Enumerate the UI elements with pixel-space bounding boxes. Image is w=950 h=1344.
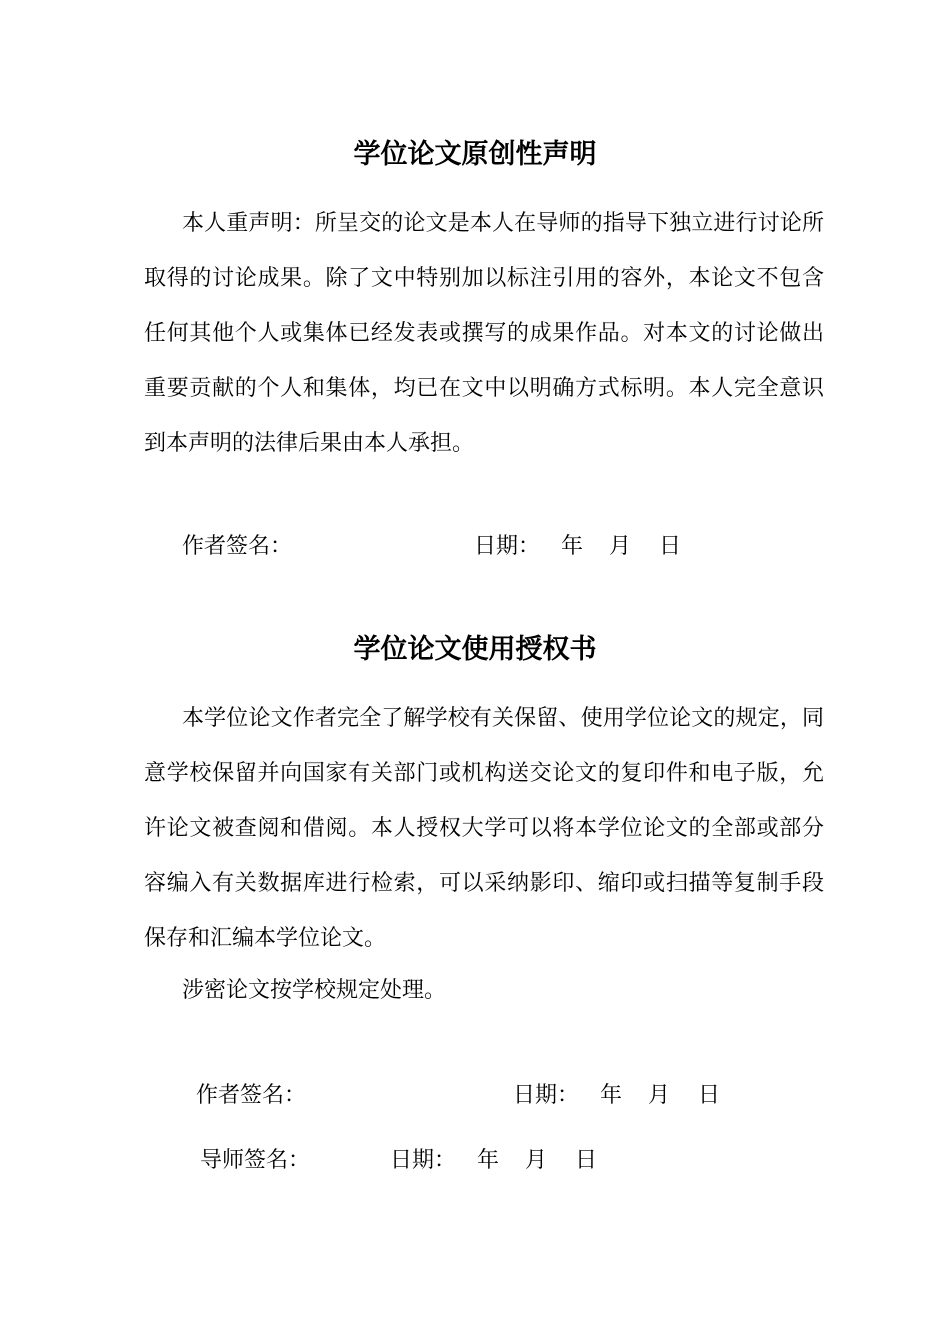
authorization-author-day-label: 日 xyxy=(698,1083,721,1108)
authorization-advisor-year-label: 年 xyxy=(477,1148,500,1173)
authorization-body: 本学位论文作者完全了解学校有关保留、使用学位论文的规定，同意学校保留并向国家有关部门或机构送交论文的复印件和电子版，允许论文被查阅和借阅。本人授权大学可以将本学位论文的全部或部分容编入有关数据库进行检索，可以采纳影印、缩印或扫描等复制手段保存和汇编本学位论文。 xyxy=(144,706,824,951)
declaration-year-label: 年 xyxy=(561,534,584,559)
declaration-title: 学位论文原创性声明 xyxy=(353,139,597,170)
declaration-day-label: 日 xyxy=(659,534,682,559)
authorization-advisor-month-label: 月 xyxy=(525,1148,548,1173)
declaration-date-label: 日期： xyxy=(474,534,541,559)
authorization-advisor-day-label: 日 xyxy=(575,1148,598,1173)
declaration-month-label: 月 xyxy=(609,534,632,559)
authorization-author-signature-label: 作者签名： xyxy=(196,1083,307,1108)
declaration-author-signature-label: 作者签名： xyxy=(182,534,293,559)
authorization-advisor-date-label: 日期： xyxy=(390,1148,457,1173)
authorization-advisor-signature-label: 导师签名： xyxy=(200,1148,311,1173)
secret-note: 涉密论文按学校规定处理。 xyxy=(182,978,447,1003)
declaration-body: 本人重声明：所呈交的论文是本人在导师的指导下独立进行讨论所取得的讨论成果。除了文中特别加以标注引用的容外，本论文不包含任何其他个人或集体已经发表或撰写的成果作品。对本文的讨论做出重要贡献的个人和集体，均已在文中以明确方式标明。本人完全意识到本声明的法律后果由本人承担。 xyxy=(144,211,824,456)
authorization-author-year-label: 年 xyxy=(600,1083,623,1108)
authorization-author-date-label: 日期： xyxy=(513,1083,580,1108)
authorization-title: 学位论文使用授权书 xyxy=(353,634,597,665)
authorization-author-month-label: 月 xyxy=(648,1083,671,1108)
